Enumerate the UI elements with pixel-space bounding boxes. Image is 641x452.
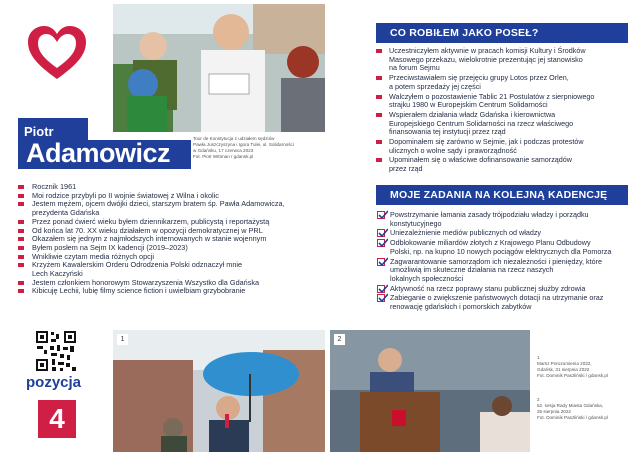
bio-item: Od końca lat 70. XX wieku działałem w opozycji demokratycznej w PRL xyxy=(32,227,332,236)
task-item: Zagwarantowanie samorządom ich niezależności i pieniędzy, które umożliwią im skuteczne działania na rzecz naszych lokalnych społeczności xyxy=(390,258,635,284)
achievement-item: Walczyłem o pozostawienie Tablic 21 Postulatów z sierpniowego strajku 1980 w Europejskim Centrum Solidarności xyxy=(389,93,637,110)
bio-item: Byłem posłem na Sejm IX kadencji (2019–2023) xyxy=(32,244,332,253)
photo-badge-1: 1 xyxy=(117,334,128,345)
bio-item: Rocznik 1961 xyxy=(32,183,332,192)
achievement-item: Dopominałem się zarówno w Sejmie, jak i podczas protestów ulicznych o wolne sądy i praworządność xyxy=(389,138,637,155)
photo-bottom-caption-2: 2 52. sesja Rady Miasta Gdańska, 25 sierpnia 2022 Fot. Dominik Paszliński / gdansk.pl xyxy=(537,397,608,420)
photo-bottom-1 xyxy=(113,330,325,452)
achievement-item: Przeciwstawiałem się przejęciu grupy Lotos przez Orlen, a potem sprzedaży jej części xyxy=(389,74,637,91)
bio-item: Moi rodzice przybyli po II wojnie światowej z Wilna i okolic xyxy=(32,192,332,201)
achievement-item: Uczestniczyłem aktywnie w pracach komisji Kultury i Środków Masowego przekazu, wielokrotnie prezentując jej stanowisko na forum Sejmu xyxy=(389,47,637,73)
checkmark-icon xyxy=(377,229,385,237)
photo-top-caption: Tour de Konstytucja z udziałem sędziów Pawła Juszczyszyna i Igora Tulei, ul. Solidarności w Gdańsku, 17 czerwca 2023 Fot. Piotr Wittman / gdansk.pl xyxy=(193,136,294,159)
bio-item: Wnikliwie czytam media różnych opcji xyxy=(32,253,332,262)
task-item: Aktywność na rzecz poprawy stanu publicznej służby zdrowia xyxy=(390,285,635,294)
photo-top xyxy=(113,4,325,132)
photo-bottom-caption-1: 1 Marsz Porozumienia 2022, Gdańsk, 31 sierpnia 2022 Fot. Dominik Paszliński / gdansk.pl xyxy=(537,355,608,378)
task-item: Odblokowanie miliardów złotych z Krajowego Planu Odbudowy Polski, np. na kupno 10 nowych pociągów elektrycznych dla Pomorza xyxy=(390,239,635,256)
heart-logo-icon xyxy=(26,24,88,82)
section-title-achievements: CO ROBIŁEM JAKO POSEŁ? xyxy=(376,23,628,43)
checkmark-icon xyxy=(377,285,385,293)
checkmark-icon xyxy=(377,294,385,302)
checkmark-icon xyxy=(377,211,385,219)
achievement-item: Wspierałem działania władz Gdańska i kierownictwa Europejskiego Centrum Solidarności na rzecz właściwego finansowania tej instytucji przez rząd xyxy=(389,111,637,137)
bio-item: Krzyżem Kawalerskim Orderu Odrodzenia Polski odznaczył mnie xyxy=(32,261,332,270)
position-label: pozycja xyxy=(26,374,82,391)
last-name: Adamowicz xyxy=(26,138,171,168)
task-item: Uniezależnienie mediów publicznych od władzy xyxy=(390,229,635,238)
bio-item: Jestem członkiem honorowym Stowarzyszenia Wszystko dla Gdańska xyxy=(32,279,332,288)
tasks-list xyxy=(390,211,635,313)
position-number: 4 xyxy=(38,400,76,438)
checkmark-icon xyxy=(377,239,385,247)
bio-item: Jestem mężem, ojcem dwójki dzieci, starszym bratem śp. Pawła Adamowicza, xyxy=(32,200,332,209)
achievements-list xyxy=(389,47,637,175)
photo-bottom-2 xyxy=(330,330,530,452)
first-name: Piotr xyxy=(24,124,54,139)
bio-item: Przez ponad ćwierć wieku byłem dziennikarzem, publicystą i reportażystą xyxy=(32,218,332,227)
section-title-tasks: MOJE ZADANIA NA KOLEJNĄ KADENCJĘ xyxy=(376,185,628,205)
photo-badge-2: 2 xyxy=(334,334,345,345)
task-item: Powstrzymanie łamania zasady trójpodziału władzy i porządku konstytucyjnego xyxy=(390,211,635,228)
bio-item-continued: prezydenta Gdańska xyxy=(32,208,100,218)
achievement-item: Upominałem się o właściwe dofinansowanie samorządów przez rząd xyxy=(389,156,637,173)
bio-item: Okazałem się jednym z najmłodszych internowanych w stanie wojennym xyxy=(32,235,332,244)
checkmark-icon xyxy=(377,258,385,266)
bio-item-continued: Lech Kaczyński xyxy=(32,269,83,279)
task-item: Zabieganie o zwiększenie państwowych dotacji na utrzymanie oraz renowację gdańskich i pomorskich zabytków xyxy=(390,294,635,311)
bio-list xyxy=(32,183,332,296)
bio-item: Kibicuję Lechii, lubię filmy science fiction i uwielbiam grzybobranie xyxy=(32,287,332,296)
qr-code[interactable] xyxy=(36,331,76,371)
